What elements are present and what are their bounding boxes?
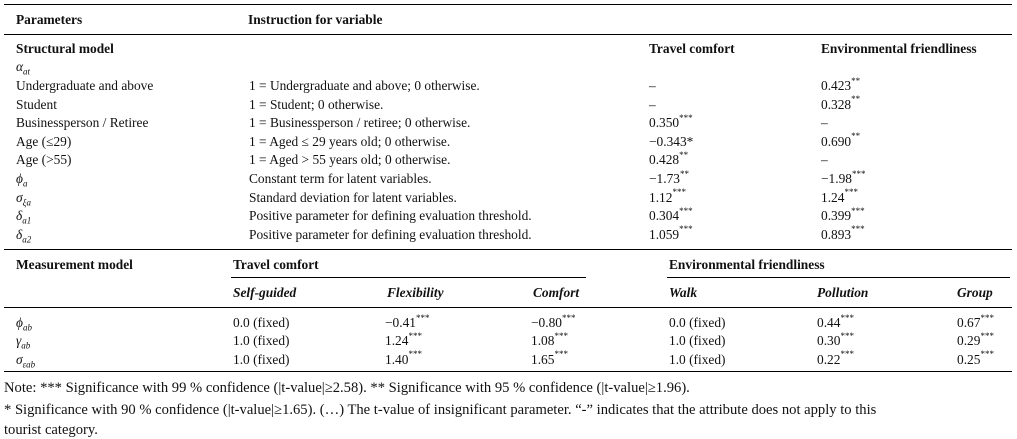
instruction-text: Standard deviation for latent variables. [249, 189, 457, 205]
measurement-value: 1.0 (fixed) [669, 333, 726, 349]
measurement-value: 0.44*** [817, 312, 854, 330]
parameters-header: Parameters [16, 12, 83, 27]
measurement-value: 0.30*** [817, 330, 854, 349]
travel-comfort-value: 0.428** [649, 149, 689, 168]
measurement-value: 0.29*** [957, 330, 994, 349]
instruction-header: Instruction for variable [248, 12, 383, 27]
travel-comfort-value: 1.12*** [649, 187, 686, 205]
measurement-subcolumn-header: Flexibility [387, 285, 444, 300]
measurement-parameter-symbol: $\phi_{ab}$ [16, 315, 32, 333]
instruction-text: Positive parameter for defining evaluation threshold. [249, 208, 532, 224]
instruction-text: 1 = Businessperson / retiree; 0 otherwise. [249, 115, 471, 131]
travel-comfort-value: 0.350*** [649, 112, 693, 131]
note-line-3: tourist category. [4, 422, 98, 438]
measurement-subcolumn-header: Group [957, 285, 993, 300]
parameter-name: Businessperson / Retiree [16, 115, 149, 131]
instruction-text: Positive parameter for defining evaluation threshold. [249, 226, 532, 242]
measurement-subcolumn-header: Pollution [817, 285, 869, 300]
measurement-value: 0.22*** [817, 349, 854, 367]
measurement-value: −0.41*** [385, 312, 430, 330]
measurement-value: 1.0 (fixed) [233, 351, 290, 367]
measurement-subcolumn-header: Self-guided [233, 285, 297, 300]
instruction-text: 1 = Student; 0 otherwise. [249, 96, 384, 112]
travel-comfort-value: −1.73** [649, 168, 689, 186]
travel-comfort-value: 0.304*** [649, 205, 693, 224]
measurement-value: 1.40*** [385, 349, 422, 367]
measurement-value: 0.0 (fixed) [233, 315, 290, 330]
measurement-subcolumn-header: Walk [669, 285, 698, 300]
subheader-rule [4, 307, 1012, 308]
measurement-subcolumn-header: Comfort [533, 285, 580, 300]
measurement-value: 1.0 (fixed) [233, 333, 290, 349]
instruction-text: Constant term for latent variables. [249, 171, 432, 186]
parameter-name: Student [16, 96, 57, 112]
alpha-parameter-label: $\alpha_{at}$ [16, 59, 31, 77]
env-friendliness-value: 0.893*** [821, 224, 865, 242]
parameter-name: Age (≤29) [16, 133, 72, 149]
instruction-text: 1 = Undergraduate and above; 0 otherwise. [249, 78, 480, 93]
env-friendliness-value: 0.399*** [821, 205, 865, 224]
instruction-text: 1 = Aged ≤ 29 years old; 0 otherwise. [249, 133, 451, 149]
note-line-1: Note: *** Significance with 99 % confidence (|t-value|≥2.58). ** Significance with 95 % confidence (|t-value|≥1.96). [4, 380, 690, 396]
env-friendliness-value: 0.328** [821, 94, 861, 112]
bottom-rule [4, 371, 1012, 372]
travel-comfort-value: – [649, 78, 656, 93]
parameter-name: Undergraduate and above [16, 78, 154, 93]
travel-comfort-column-header: Travel comfort [649, 41, 735, 56]
measurement-parameter-symbol: $\sigma_{\varepsilon ab}$ [16, 351, 36, 370]
travel-comfort-group-header: Travel comfort [233, 257, 319, 272]
parameter-symbol: $\phi_a$ [16, 171, 28, 189]
measurement-value: 0.25*** [957, 349, 994, 367]
parameter-symbol: $\delta_{a2}$ [16, 226, 32, 245]
measurement-value: 0.67*** [957, 312, 994, 330]
env-friendliness-value: 1.24*** [821, 187, 858, 205]
structural-model-label: Structural model [16, 41, 114, 56]
parameter-name: Age (>55) [16, 152, 72, 168]
measurement-model-label: Measurement model [16, 257, 133, 272]
env-friendliness-group-header: Environmental friendliness [669, 257, 825, 272]
env-friendliness-value: −1.98*** [821, 168, 866, 186]
measurement-value: 1.65*** [531, 349, 568, 367]
top-rule [4, 4, 1012, 5]
travel-comfort-value: – [649, 96, 656, 112]
env-friendliness-value: 0.423** [821, 75, 861, 93]
env-friendliness-column-header: Environmental friendliness [821, 41, 977, 56]
env-friendliness-value: – [821, 115, 828, 131]
parameter-symbol: $\sigma_{\xi a}$ [16, 189, 31, 208]
note-line-2: * Significance with 90 % confidence (|t-value|≥1.65). (…) The t-value of insignificant parameter. “-” indicates that the attribute does not apply to this [4, 402, 877, 418]
travel-comfort-group-rule [231, 277, 586, 278]
measurement-value: 1.0 (fixed) [669, 351, 726, 367]
env-friendliness-value: – [821, 152, 828, 168]
env-friendliness-value: 0.690** [821, 131, 861, 149]
measurement-value: −0.80*** [531, 312, 576, 330]
measurement-parameter-symbol: $\gamma_{ab}$ [16, 333, 31, 351]
instruction-text: 1 = Aged > 55 years old; 0 otherwise. [249, 152, 451, 168]
measurement-value: 0.0 (fixed) [669, 315, 726, 330]
env-friendliness-group-rule [667, 277, 1010, 278]
measurement-value: 1.24*** [385, 330, 422, 349]
travel-comfort-value: −0.343* [649, 133, 694, 149]
travel-comfort-value: 1.059*** [649, 224, 693, 242]
section-rule [4, 249, 1012, 250]
measurement-value: 1.08*** [531, 330, 568, 349]
header-rule [4, 34, 1012, 35]
parameter-symbol: $\delta_{a1}$ [16, 208, 32, 226]
